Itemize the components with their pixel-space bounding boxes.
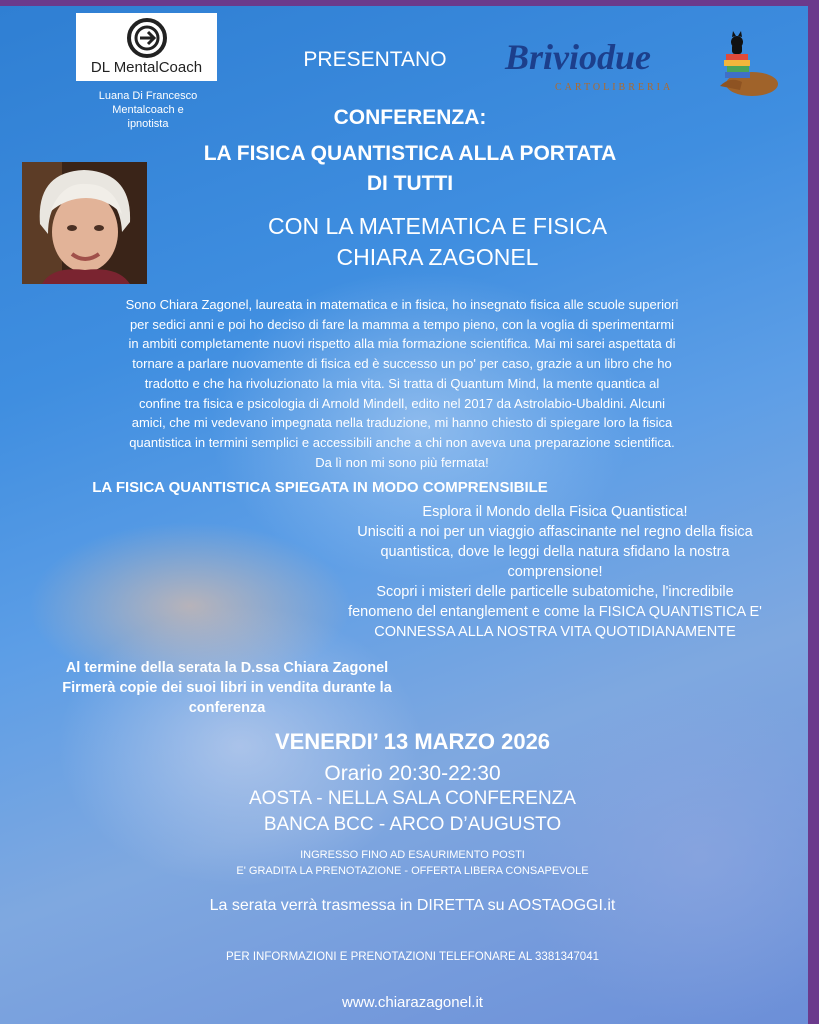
speaker-portrait: [22, 162, 147, 284]
speaker-subtitle-line: CON LA MATEMATICA E FISICA: [267, 213, 608, 239]
briviodue-logo: [505, 24, 785, 104]
bio-line: confine tra fisica e psicologia di Arnold Mindell, edito nel 2017 da Astrolabio-Ubaldini. Alcuni: [138, 395, 666, 411]
signing-line: Firmerà copie dei suoi libri in vendita durante la: [62, 680, 392, 696]
book-signing-note: [22, 658, 432, 718]
admission-note: INGRESSO FINO AD ESAURIMENTO POSTI: [300, 849, 525, 861]
frame-right: [808, 0, 819, 1024]
event-time: Orario 20:30-22:30: [324, 762, 501, 785]
cat-on-books-icon: [690, 24, 782, 102]
event-venue: BANCA BCC - ARCO D’AUGUSTO: [263, 814, 562, 835]
live-stream-note: La serata verrà trasmessa in DIRETTA su AOSTAOGGI.it: [209, 897, 616, 914]
bio-line: in ambiti completamente nuovi rispetto alla mia formazione scientifica. Mai mi sarei aspettata di: [128, 336, 676, 352]
section-heading: LA FISICA QUANTISTICA SPIEGATA IN MODO COMPRENSIBILE: [92, 479, 548, 496]
bio-line: tradotto e che ha rivoluzionato la mia vita. Si tratta di Quantum Mind, la mente quantica al: [144, 375, 660, 391]
signing-line: conferenza: [188, 700, 266, 716]
bio-line: Sono Chiara Zagonel, laureata in matematica e in fisica, ho insegnato fisica alle scuole superiori: [125, 297, 679, 312]
bio-line: tornare a parlare nuovamente di fisica ed è successo un po' per caso, grazie a un libro che ho: [132, 356, 672, 372]
presentano-label: PRESENTANO: [303, 48, 447, 71]
mentalcoach-logo-mark-icon: [124, 17, 170, 59]
speaker-bio: [70, 295, 734, 472]
event-location: AOSTA - NELLA SALA CONFERENZA: [249, 788, 576, 809]
conference-title-line: LA FISICA QUANTISTICA ALLA PORTATA: [203, 142, 617, 165]
mentalcoach-logo-text: DL MentalCoach: [90, 59, 203, 76]
signing-line: Al termine della serata la D.ssa Chiara Zagonel: [65, 660, 389, 676]
briviodue-logo-subtitle: CARTOLIBRERIA: [555, 82, 674, 93]
bio-line: Da lì non mi sono più fermata!: [315, 454, 489, 470]
explore-line: fenomeno del entanglement e come la FISICA QUANTISTICA E': [348, 604, 762, 620]
briviodue-logo-text: Briviodue: [505, 37, 652, 77]
event-poster: [0, 6, 808, 1024]
speaker-photo: [22, 162, 147, 284]
bio-line: amici, che mi vedevano impegnata nella traduzione, mi hanno chiesto di spiegare loro la fisica: [131, 415, 673, 431]
caption-line: Luana Di Francesco: [98, 90, 198, 102]
bio-line: quantistica in termini semplici e accessibili anche a chi non aveva una preparazione scientifica.: [129, 434, 675, 450]
explore-line: Unisciti a noi per un viaggio affascinante nel regno della fisica: [357, 524, 753, 540]
explore-paragraph: [300, 502, 808, 642]
explore-line: quantistica, dove le leggi della natura sfidano la nostra: [380, 544, 730, 560]
explore-line: comprensione!: [507, 564, 603, 580]
mentalcoach-logo: [76, 13, 217, 81]
caption-line: Mentalcoach e: [112, 104, 184, 116]
conference-label: CONFERENZA:: [333, 106, 487, 129]
website-link[interactable]: www.chiarazagonel.it: [342, 994, 483, 1011]
speaker-subtitle: [200, 211, 675, 273]
speaker-name: CHIARA ZAGONEL: [336, 244, 539, 270]
explore-line: Scopri i misteri delle particelle subatomiche, l'incredibile: [376, 584, 734, 600]
explore-line: Esplora il Mondo della Fisica Quantistica!: [422, 504, 688, 520]
booking-note: E' GRADITA LA PRENOTAZIONE - OFFERTA LIBERA CONSAPEVOLE: [236, 865, 589, 877]
conference-title-line: DI TUTTI: [366, 172, 454, 195]
explore-line: CONNESSA ALLA NOSTRA VITA QUOTIDIANAMENTE: [374, 624, 736, 640]
bio-line: per sedici anni e poi ho deciso di fare la mamma a tempo pieno, con la voglia di sperimentarmi: [129, 316, 675, 332]
conference-title: [140, 139, 680, 199]
contact-info: PER INFORMAZIONI E PRENOTAZIONI TELEFONARE AL 3381347041: [225, 951, 599, 963]
event-date: VENERDI’ 13 MARZO 2026: [274, 729, 551, 754]
caption-line: ipnotista: [127, 118, 169, 130]
